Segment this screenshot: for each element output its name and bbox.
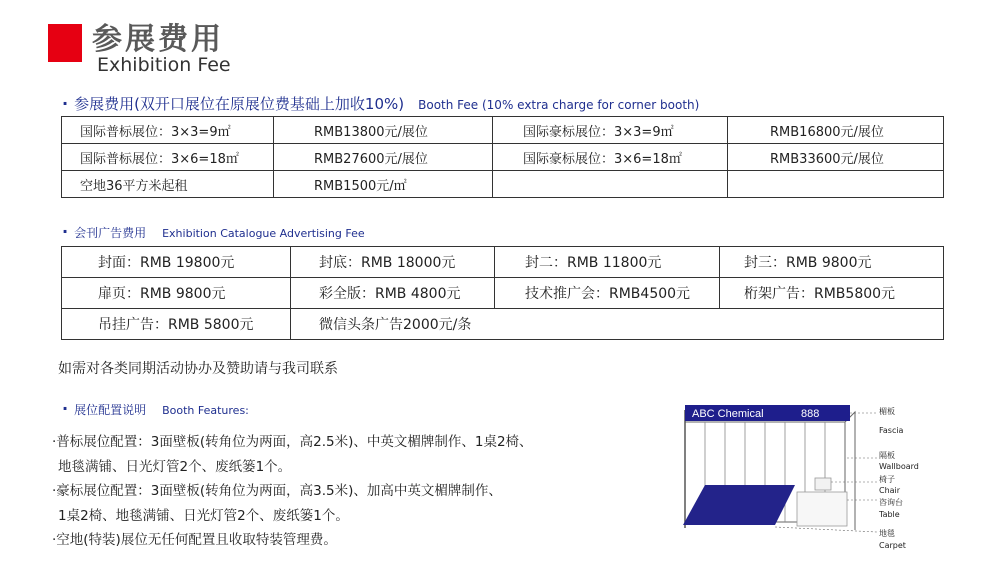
- booth-features-title-cn: 展位配置说明: [74, 403, 147, 417]
- label-wallboard-en: Wallboard: [879, 462, 919, 471]
- table-cell: 技术推广会：RMB4500元: [495, 278, 720, 309]
- table-cell: 扉页：RMB 9800元: [62, 278, 291, 309]
- label-fascia-en: Fascia: [879, 426, 904, 435]
- feature-line: 地毯满铺、日光灯管2个、废纸篓1个。: [58, 458, 292, 475]
- table-cell: 国际普标展位：3×6=18㎡: [62, 144, 274, 171]
- table-row: [62, 171, 944, 198]
- page-subtitle: Exhibition Fee: [97, 54, 231, 76]
- feature-line: ·空地(特装)展位无任何配置且收取特装管理费。: [52, 532, 337, 548]
- table-cell: 封面：RMB 19800元: [62, 247, 291, 278]
- table-cell: 封三：RMB 9800元: [720, 247, 944, 278]
- bullet-icon: ·: [62, 399, 69, 418]
- table-cell: RMB1500元/㎡: [274, 171, 493, 198]
- table-cell: 桁架广告：RMB5800元: [720, 278, 944, 309]
- bullet-icon: ·: [62, 94, 69, 113]
- table-row: [62, 144, 944, 171]
- booth-diagram: [665, 400, 984, 560]
- booth-fee-heading: [62, 93, 699, 114]
- label-carpet-cn: 地毯: [879, 529, 895, 538]
- page-title: 参展费用: [92, 22, 224, 57]
- table-row: [62, 309, 944, 340]
- table-cell: [493, 171, 728, 198]
- table-row: [62, 117, 944, 144]
- label-fascia-cn: 楣板: [879, 407, 895, 416]
- booth-features-list: [52, 430, 533, 553]
- table-row: [62, 278, 944, 309]
- advertising-fee-heading: [62, 222, 365, 241]
- bullet-icon: ·: [62, 222, 69, 241]
- sponsorship-contact-note: 如需对各类同期活动协办及赞助请与我司联系: [58, 361, 338, 377]
- table-cell: 封二：RMB 11800元: [495, 247, 720, 278]
- feature-line: 1桌2椅、地毯满铺、日光灯管2个、废纸篓1个。: [58, 507, 349, 524]
- booth-features-title-en: Booth Features:: [162, 404, 249, 417]
- table-cell: RMB13800元/展位: [274, 117, 493, 144]
- label-wallboard-cn: 隔板: [879, 451, 895, 460]
- table-row: [62, 247, 944, 278]
- table-cell: RMB16800元/展位: [728, 117, 944, 144]
- table-cell: [728, 171, 944, 198]
- table-cell: 国际豪标展位：3×6=18㎡: [493, 144, 728, 171]
- label-chair-cn: 椅子: [879, 475, 895, 484]
- label-table-cn: 咨询台: [879, 498, 903, 507]
- advertising-fee-title-cn: 会刊广告费用: [74, 226, 147, 240]
- table-cell: RMB33600元/展位: [728, 144, 944, 171]
- label-carpet-en: Carpet: [879, 541, 906, 550]
- table-cell: 封底：RMB 18000元: [291, 247, 495, 278]
- table-cell: 彩全版：RMB 4800元: [291, 278, 495, 309]
- table-cell: 吊挂广告：RMB 5800元: [62, 309, 291, 340]
- chair: [815, 478, 831, 490]
- fascia-number-text: 888: [801, 408, 820, 420]
- feature-line: ·豪标展位配置：3面壁板(转角位为两面，高3.5米)、加高中英文楣牌制作、: [52, 483, 502, 499]
- label-chair-en: Chair: [879, 486, 901, 495]
- table-cell: RMB27600元/展位: [274, 144, 493, 171]
- consultation-table: [797, 492, 847, 526]
- red-accent-square: [48, 24, 82, 62]
- table-cell: 空地36平方米起租: [62, 171, 274, 198]
- booth-fee-title-en: Booth Fee (10% extra charge for corner booth): [418, 98, 700, 112]
- booth-fee-table: [61, 116, 944, 198]
- label-table-en: Table: [879, 510, 900, 519]
- booth-features-heading: [62, 399, 249, 418]
- advertising-fee-title-en: Exhibition Catalogue Advertising Fee: [162, 227, 365, 240]
- booth-fee-title-cn: 参展费用(双开口展位在原展位费基础上加收10%): [74, 95, 405, 113]
- table-cell: 国际普标展位：3×3=9㎡: [62, 117, 274, 144]
- advertising-fee-table: [61, 246, 944, 340]
- table-cell: 微信头条广告2000元/条: [291, 309, 944, 340]
- fascia-company-text: ABC Chemical: [692, 408, 764, 420]
- feature-line: ·普标展位配置：3面壁板(转角位为两面，高2.5米)、中英文楣牌制作、1桌2椅、: [52, 434, 533, 450]
- table-cell: 国际豪标展位：3×3=9㎡: [493, 117, 728, 144]
